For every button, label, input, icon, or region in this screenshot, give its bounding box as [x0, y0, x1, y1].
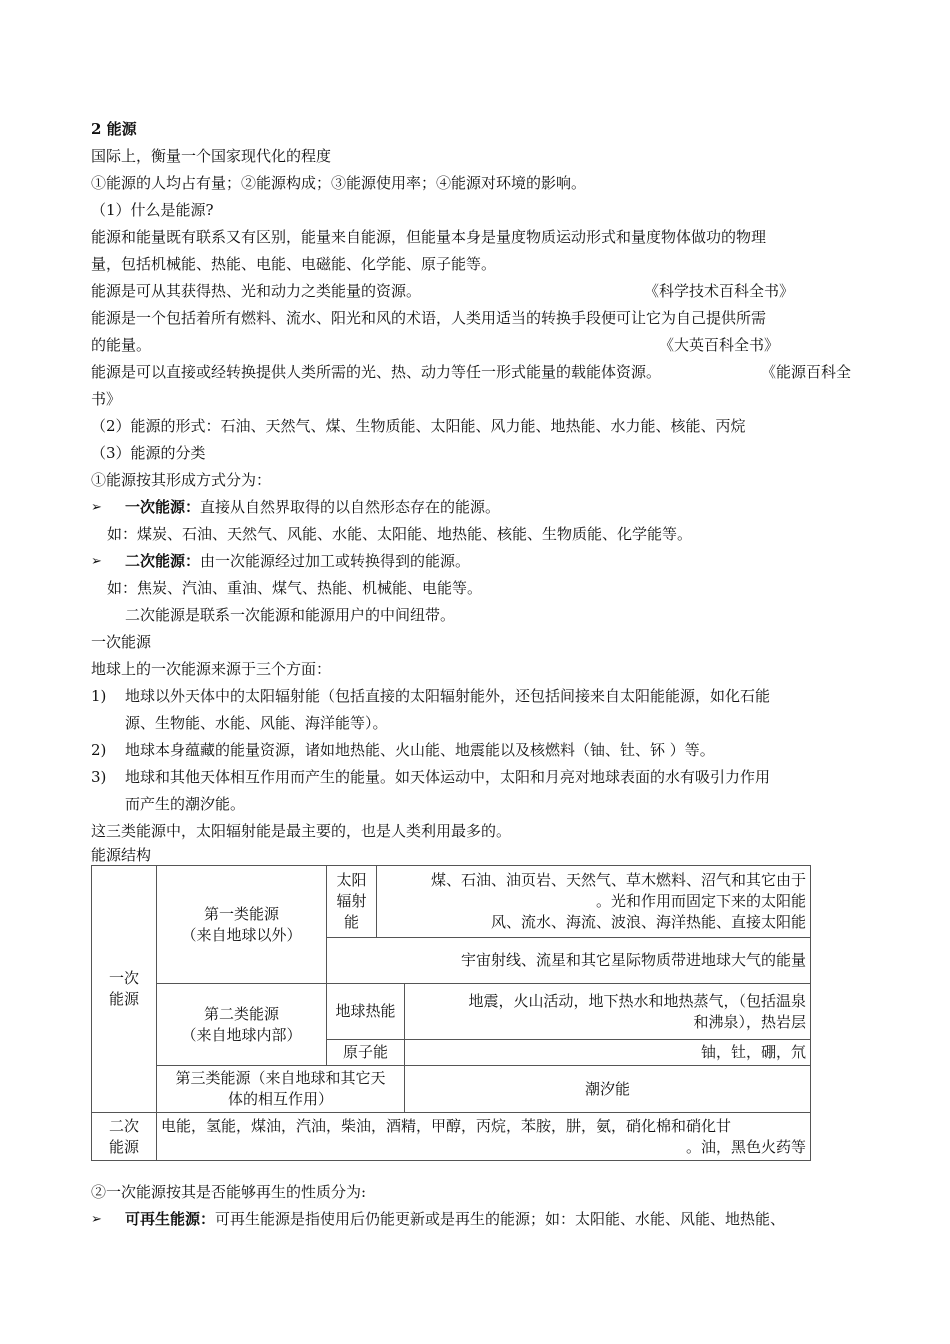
numbered-item	[91, 737, 861, 764]
solar-list-line: 风、流水、海流、波浪、海洋热能、直接太阳能	[490, 913, 806, 931]
definition-text: 能源是可从其获得热、光和动力之类能量的资源。	[91, 282, 422, 300]
secondary-energy-cell: 二次 能源	[92, 1113, 157, 1161]
geothermal-cell: 地球热能	[327, 984, 405, 1040]
subheading: （3）能源的分类	[91, 444, 206, 462]
definition-text: 的能量。	[91, 336, 152, 354]
definition-line	[91, 278, 861, 305]
item-number: 1)	[91, 687, 107, 705]
category-1-cell: 第一类能源 （来自地球以外）	[157, 866, 327, 984]
cosmic-cell: 宇宙射线、流星和其它星际物质带进地球大气的能量	[327, 938, 811, 984]
paragraph: 国际上，衡量一个国家现代化的程度	[91, 147, 332, 165]
paragraph: 书》	[91, 390, 122, 408]
paragraph: 地球上的一次能源来源于三个方面：	[91, 660, 332, 678]
section-heading: 2 能源	[91, 120, 137, 138]
definition-text: 能源是可以直接或经转换提供人类所需的光、热、动力等任一形式能量的载能体资源。	[91, 363, 662, 381]
item-text: 源、生物能、水能、风能、海洋能等）。	[125, 714, 388, 732]
nuclear-cell: 原子能	[327, 1040, 405, 1066]
secondary-list-line: 电能，氢能，煤油，汽油，柴油，酒精，甲醇，丙烷，苯胺，肼，氨，硝化棉和硝化甘	[161, 1116, 732, 1135]
document-page	[91, 116, 861, 1233]
bullet-text: 可再生能源是指使用后仍能更新或是再生的能源；如：太阳能、水能、风能、地热能、	[215, 1210, 786, 1228]
nuclear-list-cell: 铀，钍，硼，氘	[405, 1040, 811, 1066]
solar-list-cell	[377, 866, 811, 938]
arrow-bullet-icon: ➢	[91, 1212, 102, 1227]
geothermal-list-line: 和沸泉），热岩层	[693, 1012, 806, 1031]
solar-cell: 太阳 辐射 能	[327, 866, 377, 938]
geothermal-list-line: 地震，火山活动，地下热水和地热蒸气，（包括温泉	[468, 991, 806, 1010]
solar-list-line: 。光和作用而固定下来的太阳能	[595, 892, 806, 910]
paragraph: ①能源按其形成方式分为：	[91, 471, 272, 489]
item-text: 地球和其他天体相互作用而产生的能量。如天体运动中，太阳和月亮对地球表面的水有吸引力作用	[125, 768, 771, 786]
paragraph: ②一次能源按其是否能够再生的性质分为:	[91, 1183, 367, 1201]
subheading: （2）能源的形式：石油、天然气、煤、生物质能、太阳能、风力能、地热能、水力能、核能、丙烷	[91, 417, 746, 435]
bullet-term: 一次能源：	[125, 498, 201, 516]
secondary-list-line: 。油，黑色火药等	[685, 1137, 806, 1156]
item-text: 地球以外天体中的太阳辐射能（包括直接的太阳辐射能外，还包括间接来自太阳能能源，如化石能	[125, 687, 771, 705]
solar-list-line: 煤、石油、油页岩、天然气、草木燃料、沼气和其它由于	[430, 871, 806, 889]
bullet-item	[91, 1206, 861, 1233]
secondary-list-cell	[157, 1113, 811, 1161]
paragraph: 这三类能源中，太阳辐射能是最主要的，也是人类利用最多的。	[91, 822, 512, 840]
geothermal-list-cell	[405, 984, 811, 1040]
item-text: 而产生的潮汐能。	[125, 795, 246, 813]
paragraph: 能源是一个包括着所有燃料、流水、阳光和风的术语，人类用适当的转换手段便可让它为自己提供所需	[91, 309, 767, 327]
numbered-item	[91, 683, 861, 737]
example-line: 如：煤炭、石油、天然气、风能、水能、太阳能、地热能、核能、生物质能、化学能等。	[107, 525, 693, 543]
primary-energy-cell: 一次 能源	[92, 866, 157, 1113]
bullet-text: 直接从自然界取得的以自然形态存在的能源。	[200, 498, 501, 516]
definition-line	[91, 332, 861, 359]
paragraph: ①能源的人均占有量；②能源构成；③能源使用率；④能源对环境的影响。	[91, 174, 587, 192]
subheading: 一次能源	[91, 633, 152, 651]
arrow-bullet-icon: ➢	[91, 500, 102, 515]
bullet-term: 可再生能源：	[125, 1210, 216, 1228]
bullet-item	[91, 494, 861, 521]
item-number: 2)	[91, 741, 107, 759]
definition-line	[91, 359, 861, 386]
numbered-item	[91, 764, 861, 818]
item-number: 3)	[91, 768, 107, 786]
tidal-cell: 潮汐能	[405, 1066, 811, 1113]
arrow-bullet-icon: ➢	[91, 554, 102, 569]
citation: 《能源百科全	[761, 363, 852, 381]
paragraph: 能源和能量既有联系又有区别，能量来自能源，但能量本身是量度物质运动形式和量度物体做功的物理	[91, 228, 767, 246]
bullet-item	[91, 548, 861, 575]
citation: 《大英百科全书》	[659, 336, 780, 354]
citation: 《科学技术百科全书》	[644, 282, 795, 300]
subheading: （1）什么是能源?	[91, 201, 214, 219]
example-line: 如：焦炭、汽油、重油、煤气、热能、机械能、电能等。	[107, 579, 483, 597]
category-2-cell: 第二类能源 （来自地球内部）	[157, 984, 327, 1066]
energy-structure-table	[91, 865, 811, 1161]
table-caption: 能源结构	[91, 846, 152, 864]
paragraph: 二次能源是联系一次能源和能源用户的中间纽带。	[125, 606, 456, 624]
item-text: 地球本身蕴藏的能量资源，诸如地热能、火山能、地震能以及核燃料（铀、钍、钚 ）等。	[125, 741, 715, 759]
paragraph: 量，包括机械能、热能、电能、电磁能、化学能、原子能等。	[91, 255, 497, 273]
bullet-term: 二次能源：	[125, 552, 201, 570]
category-3-cell: 第三类能源（来自地球和其它天 体的相互作用）	[157, 1066, 405, 1113]
bullet-text: 由一次能源经过加工或转换得到的能源。	[200, 552, 471, 570]
